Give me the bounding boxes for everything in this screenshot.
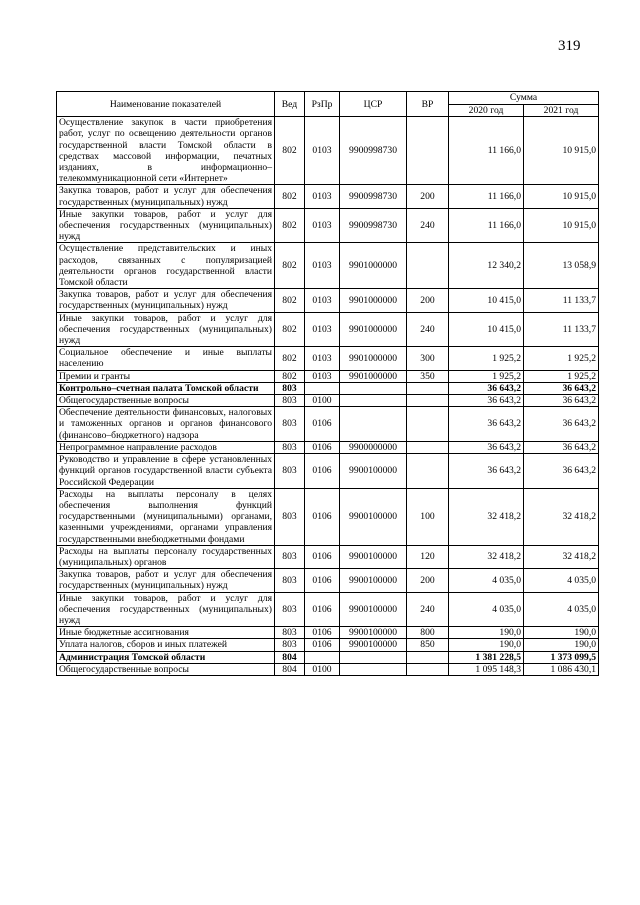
cell-csr: 9900100000	[340, 639, 407, 651]
page-number: 319	[558, 38, 581, 54]
cell-ved: 803	[275, 592, 305, 627]
cell-sum-2020: 11 166,0	[449, 117, 524, 185]
cell-vr	[407, 382, 449, 394]
cell-vr	[407, 117, 449, 185]
cell-sum-2020: 1 925,2	[449, 347, 524, 370]
cell-vr: 200	[407, 289, 449, 312]
cell-csr: 9900100000	[340, 454, 407, 489]
cell-ved: 803	[275, 639, 305, 651]
cell-sum-2021: 36 643,2	[524, 407, 599, 442]
header-vr: ВР	[407, 92, 449, 117]
cell-csr: 9900998730	[340, 185, 407, 208]
cell-rzpr: 0106	[305, 441, 340, 453]
cell-csr: 9900100000	[340, 592, 407, 627]
cell-rzpr: 0106	[305, 454, 340, 489]
cell-vr	[407, 395, 449, 407]
cell-vr: 240	[407, 312, 449, 347]
cell-sum-2020: 4 035,0	[449, 592, 524, 627]
cell-ved: 803	[275, 488, 305, 545]
cell-sum-2020: 36 643,2	[449, 454, 524, 489]
cell-rzpr: 0106	[305, 407, 340, 442]
cell-sum-2021: 11 133,7	[524, 289, 599, 312]
table-row	[57, 289, 599, 312]
cell-sum-2021: 1 925,2	[524, 347, 599, 370]
cell-rzpr: 0103	[305, 289, 340, 312]
cell-csr: 9901000000	[340, 370, 407, 382]
cell-sum-2021: 190,0	[524, 639, 599, 651]
table-row	[57, 208, 599, 243]
cell-vr: 100	[407, 488, 449, 545]
cell-rzpr: 0103	[305, 208, 340, 243]
cell-vr: 350	[407, 370, 449, 382]
cell-csr: 9900998730	[340, 117, 407, 185]
cell-csr	[340, 663, 407, 675]
cell-sum-2021: 4 035,0	[524, 569, 599, 592]
cell-csr: 9900100000	[340, 627, 407, 639]
cell-rzpr: 0103	[305, 243, 340, 289]
cell-sum-2021: 190,0	[524, 627, 599, 639]
cell-sum-2021: 36 643,2	[524, 454, 599, 489]
cell-csr: 9900100000	[340, 569, 407, 592]
cell-sum-2020: 36 643,2	[449, 395, 524, 407]
cell-ved: 802	[275, 117, 305, 185]
cell-csr: 9900100000	[340, 488, 407, 545]
cell-name: Иные бюджетные ассигнования	[57, 627, 275, 639]
cell-vr	[407, 243, 449, 289]
cell-sum-2021: 36 643,2	[524, 395, 599, 407]
cell-csr: 9901000000	[340, 347, 407, 370]
table-row	[57, 441, 599, 453]
header-sum: Сумма	[449, 92, 599, 105]
cell-vr	[407, 441, 449, 453]
cell-ved: 804	[275, 651, 305, 663]
table-row	[57, 117, 599, 185]
cell-vr: 240	[407, 208, 449, 243]
header-csr: ЦСР	[340, 92, 407, 117]
cell-csr	[340, 395, 407, 407]
cell-sum-2020: 36 643,2	[449, 441, 524, 453]
cell-sum-2020: 1 095 148,3	[449, 663, 524, 675]
cell-name: Осуществление закупок в части приобретения работ, услуг по освещению деятельности органов государственной власти Томской области в средствах массовой информации, печатных изданиях, в информационно–телекоммуникационной сети «Интернет»	[57, 117, 275, 185]
cell-rzpr: 0100	[305, 663, 340, 675]
cell-vr: 300	[407, 347, 449, 370]
cell-ved: 802	[275, 208, 305, 243]
cell-rzpr: 0103	[305, 347, 340, 370]
cell-sum-2020: 12 340,2	[449, 243, 524, 289]
cell-ved: 804	[275, 663, 305, 675]
table-row	[57, 370, 599, 382]
cell-vr	[407, 454, 449, 489]
cell-name: Администрация Томской области	[57, 651, 275, 663]
cell-name: Обеспечение деятельности финансовых, налоговых и таможенных органов и органов финансового (финансово–бюджетного) надзора	[57, 407, 275, 442]
cell-rzpr: 0103	[305, 185, 340, 208]
cell-name: Премии и гранты	[57, 370, 275, 382]
cell-csr: 9900000000	[340, 441, 407, 453]
cell-sum-2021: 11 133,7	[524, 312, 599, 347]
cell-csr: 9900100000	[340, 545, 407, 568]
cell-name: Непрограммное направление расходов	[57, 441, 275, 453]
table-row	[57, 347, 599, 370]
cell-sum-2020: 1 381 228,5	[449, 651, 524, 663]
cell-ved: 803	[275, 569, 305, 592]
cell-rzpr	[305, 651, 340, 663]
table-row	[57, 395, 599, 407]
cell-sum-2020: 32 418,2	[449, 545, 524, 568]
cell-csr: 9901000000	[340, 312, 407, 347]
cell-ved: 803	[275, 407, 305, 442]
table-row	[57, 454, 599, 489]
cell-rzpr: 0106	[305, 488, 340, 545]
cell-sum-2021: 36 643,2	[524, 382, 599, 394]
cell-sum-2021: 32 418,2	[524, 545, 599, 568]
cell-rzpr	[305, 382, 340, 394]
cell-ved: 803	[275, 627, 305, 639]
cell-name: Осуществление представительских и иных расходов, связанных с популяризацией деятельности органов государственной власти Томской области	[57, 243, 275, 289]
cell-ved: 803	[275, 545, 305, 568]
cell-sum-2021: 10 915,0	[524, 185, 599, 208]
cell-name: Закупка товаров, работ и услуг для обеспечения государственных (муниципальных) нужд	[57, 569, 275, 592]
cell-name: Иные закупки товаров, работ и услуг для обеспечения государственных (муниципальных) нужд	[57, 312, 275, 347]
table-row	[57, 382, 599, 394]
table-row	[57, 639, 599, 651]
cell-vr: 800	[407, 627, 449, 639]
cell-vr: 200	[407, 185, 449, 208]
cell-rzpr: 0100	[305, 395, 340, 407]
cell-sum-2020: 36 643,2	[449, 407, 524, 442]
cell-ved: 802	[275, 347, 305, 370]
header-year-2021: 2021 год	[524, 105, 599, 117]
cell-vr: 240	[407, 592, 449, 627]
cell-sum-2020: 36 643,2	[449, 382, 524, 394]
cell-sum-2020: 190,0	[449, 639, 524, 651]
cell-name: Социальное обеспечение и иные выплаты населению	[57, 347, 275, 370]
cell-vr	[407, 663, 449, 675]
cell-name: Общегосударственные вопросы	[57, 395, 275, 407]
cell-rzpr: 0106	[305, 545, 340, 568]
cell-csr: 9900998730	[340, 208, 407, 243]
cell-vr: 200	[407, 569, 449, 592]
cell-sum-2021: 4 035,0	[524, 592, 599, 627]
cell-sum-2021: 1 925,2	[524, 370, 599, 382]
cell-vr: 120	[407, 545, 449, 568]
cell-rzpr: 0106	[305, 639, 340, 651]
cell-ved: 803	[275, 454, 305, 489]
cell-name: Общегосударственные вопросы	[57, 663, 275, 675]
cell-name: Уплата налогов, сборов и иных платежей	[57, 639, 275, 651]
cell-sum-2020: 190,0	[449, 627, 524, 639]
cell-ved: 803	[275, 395, 305, 407]
cell-csr: 9901000000	[340, 243, 407, 289]
cell-vr	[407, 651, 449, 663]
table-row	[57, 312, 599, 347]
cell-rzpr: 0106	[305, 592, 340, 627]
cell-rzpr: 0106	[305, 569, 340, 592]
cell-ved: 803	[275, 441, 305, 453]
cell-name: Руководство и управление в сфере установленных функций органов государственной власти субъекта Российской Федерации	[57, 454, 275, 489]
table-row	[57, 243, 599, 289]
table-row	[57, 545, 599, 568]
cell-rzpr: 0103	[305, 312, 340, 347]
cell-ved: 803	[275, 382, 305, 394]
cell-rzpr: 0103	[305, 117, 340, 185]
cell-name: Закупка товаров, работ и услуг для обеспечения государственных (муниципальных) нужд	[57, 289, 275, 312]
table-row	[57, 185, 599, 208]
cell-ved: 802	[275, 289, 305, 312]
table-row	[57, 651, 599, 663]
table-body	[57, 117, 599, 676]
cell-csr	[340, 407, 407, 442]
table-row	[57, 569, 599, 592]
cell-sum-2020: 1 925,2	[449, 370, 524, 382]
cell-name: Закупка товаров, работ и услуг для обеспечения государственных (муниципальных) нужд	[57, 185, 275, 208]
cell-sum-2020: 10 415,0	[449, 289, 524, 312]
table-row	[57, 627, 599, 639]
cell-vr: 850	[407, 639, 449, 651]
cell-sum-2021: 36 643,2	[524, 441, 599, 453]
cell-sum-2020: 32 418,2	[449, 488, 524, 545]
cell-sum-2020: 10 415,0	[449, 312, 524, 347]
cell-sum-2021: 13 058,9	[524, 243, 599, 289]
header-rzpr: РзПр	[305, 92, 340, 117]
cell-sum-2021: 32 418,2	[524, 488, 599, 545]
cell-name: Контрольно–счетная палата Томской области	[57, 382, 275, 394]
cell-rzpr: 0106	[305, 627, 340, 639]
table-row	[57, 407, 599, 442]
header-year-2020: 2020 год	[449, 105, 524, 117]
cell-sum-2021: 10 915,0	[524, 208, 599, 243]
cell-sum-2020: 4 035,0	[449, 569, 524, 592]
cell-sum-2020: 11 166,0	[449, 208, 524, 243]
cell-sum-2020: 11 166,0	[449, 185, 524, 208]
cell-name: Иные закупки товаров, работ и услуг для обеспечения государственных (муниципальных) нужд	[57, 208, 275, 243]
cell-rzpr: 0103	[305, 370, 340, 382]
cell-csr	[340, 651, 407, 663]
header-name: Наименование показателей	[57, 92, 275, 117]
cell-vr	[407, 407, 449, 442]
cell-sum-2021: 1 086 430,1	[524, 663, 599, 675]
table-row	[57, 663, 599, 675]
table-row	[57, 592, 599, 627]
budget-table	[56, 91, 599, 676]
cell-ved: 802	[275, 243, 305, 289]
cell-name: Расходы на выплаты персоналу в целях обеспечения выполнения функций государственными (муниципальными) органами, казенными учреждениями, органами управления государственными внебюджетными фондами	[57, 488, 275, 545]
table-row	[57, 488, 599, 545]
cell-ved: 802	[275, 370, 305, 382]
cell-name: Иные закупки товаров, работ и услуг для обеспечения государственных (муниципальных) нужд	[57, 592, 275, 627]
cell-csr: 9901000000	[340, 289, 407, 312]
header-ved: Вед	[275, 92, 305, 117]
cell-sum-2021: 1 373 099,5	[524, 651, 599, 663]
cell-name: Расходы на выплаты персоналу государственных (муниципальных) органов	[57, 545, 275, 568]
cell-ved: 802	[275, 312, 305, 347]
cell-ved: 802	[275, 185, 305, 208]
cell-csr	[340, 382, 407, 394]
cell-sum-2021: 10 915,0	[524, 117, 599, 185]
